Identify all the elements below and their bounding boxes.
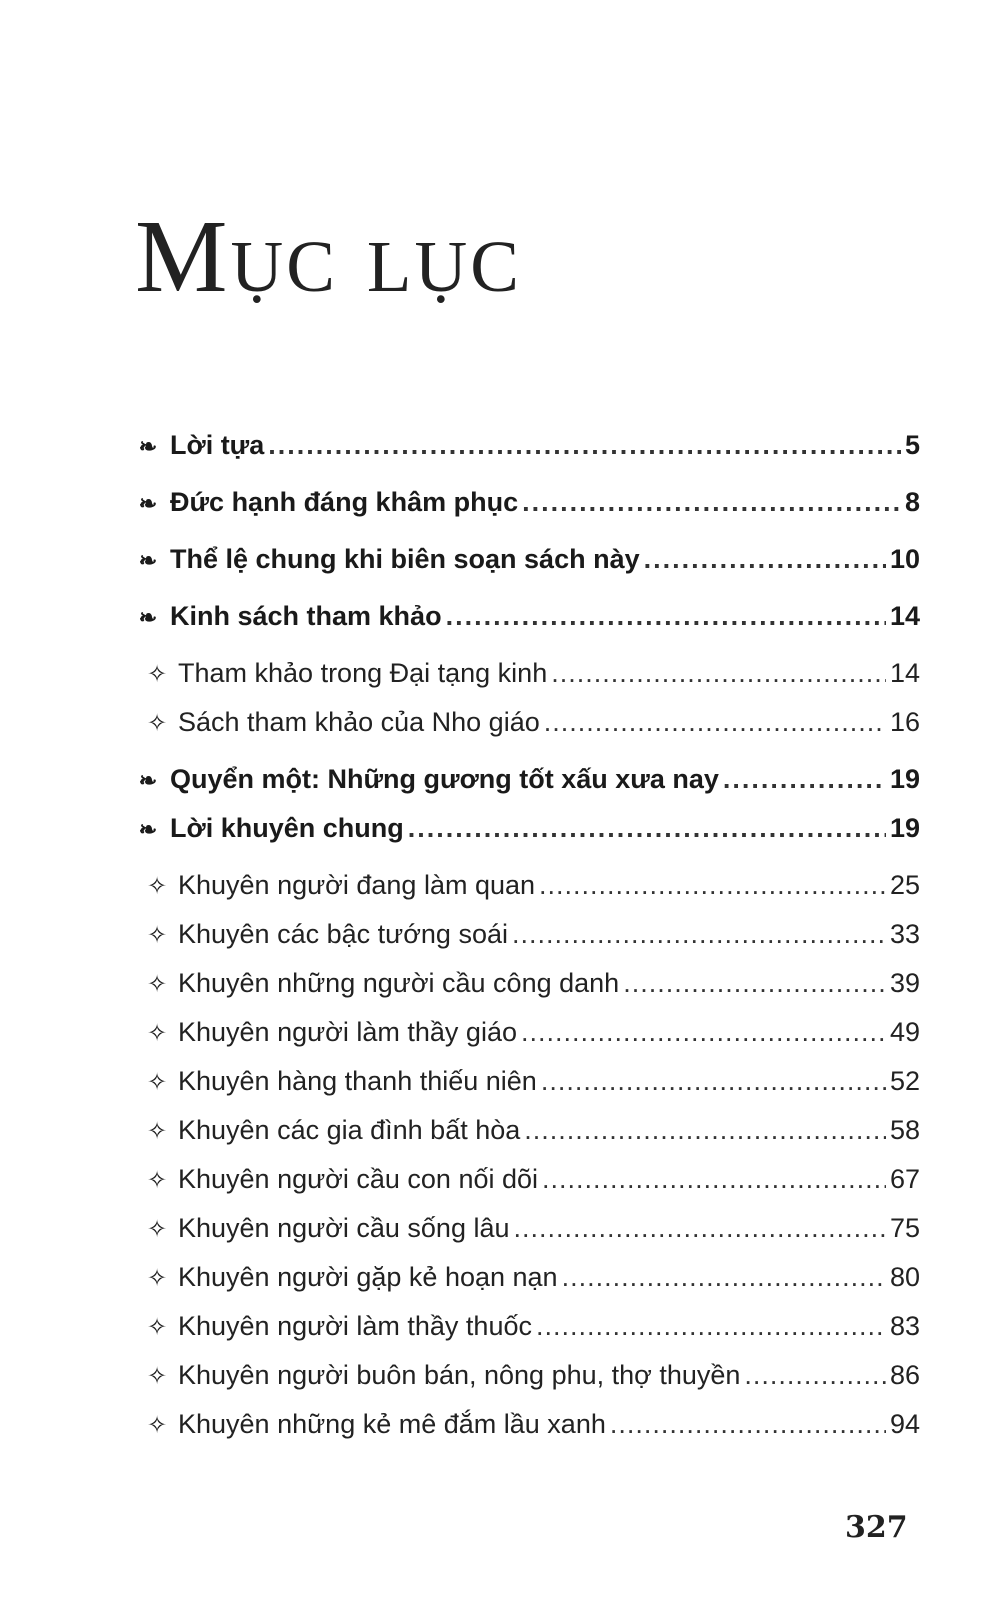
toc-entry <box>130 601 920 658</box>
toc-page-number: 8 <box>904 487 920 517</box>
toc-subentry <box>130 1360 920 1409</box>
toc-label: Khuyên các bậc tướng soái <box>178 919 508 949</box>
page-title: Mục lục <box>135 199 522 314</box>
dot-leader <box>446 601 886 632</box>
star-icon: ✧ <box>146 710 168 737</box>
toc-subentry <box>130 1017 920 1066</box>
toc-subentry <box>130 1311 920 1360</box>
toc-label: Khuyên người cầu sống lâu <box>178 1213 510 1243</box>
star-icon: ✧ <box>146 1118 168 1145</box>
toc-subentry <box>130 1213 920 1262</box>
dot-leader <box>514 1213 886 1244</box>
toc-page-number: 14 <box>889 601 920 631</box>
star-icon: ✧ <box>146 1412 168 1439</box>
star-icon: ✧ <box>146 1363 168 1390</box>
star-icon: ✧ <box>146 873 168 900</box>
toc-subentry <box>130 1066 920 1115</box>
dot-leader <box>544 707 886 738</box>
toc-label: Quyển một: Những gương tốt xấu xưa nay <box>170 764 719 794</box>
toc-label: Khuyên người cầu con nối dõi <box>178 1164 539 1194</box>
dot-leader <box>536 1311 886 1342</box>
dot-leader <box>610 1409 886 1440</box>
toc-subentry <box>130 1115 920 1164</box>
toc-label: Kinh sách tham khảo <box>170 601 442 631</box>
star-icon: ✧ <box>146 922 168 949</box>
dot-leader <box>744 1360 886 1391</box>
dot-leader <box>408 813 886 844</box>
toc-label: Khuyên những người cầu công danh <box>178 968 620 998</box>
toc-page-number: 16 <box>889 707 920 737</box>
star-icon: ✧ <box>146 1167 168 1194</box>
dot-leader <box>268 430 901 461</box>
toc-page-number: 52 <box>889 1066 920 1096</box>
star-icon: ✧ <box>146 1069 168 1096</box>
toc-entry <box>130 430 920 487</box>
dot-leader <box>723 764 886 795</box>
dot-leader <box>541 1066 886 1097</box>
toc-label: Lời khuyên chung <box>170 813 404 843</box>
toc-label: Khuyên người gặp kẻ hoạn nạn <box>178 1262 558 1292</box>
toc-page-number: 14 <box>889 658 920 688</box>
toc-label: Khuyên hàng thanh thiếu niên <box>178 1066 537 1096</box>
star-icon: ✧ <box>146 1020 168 1047</box>
toc-page-number: 86 <box>889 1360 920 1390</box>
star-icon: ✧ <box>146 661 168 688</box>
toc-subentry <box>130 968 920 1017</box>
dot-leader <box>539 870 886 901</box>
toc-page-number: 5 <box>904 430 920 460</box>
toc-page-number: 10 <box>889 544 920 574</box>
fleuron-icon: ❧ <box>138 605 158 630</box>
dot-leader <box>512 919 886 950</box>
star-icon: ✧ <box>146 1216 168 1243</box>
dot-leader <box>522 487 901 518</box>
toc-subentry <box>130 1164 920 1213</box>
fleuron-icon: ❧ <box>138 768 158 793</box>
toc-subentry <box>130 707 920 756</box>
toc-label: Tham khảo trong Đại tạng kinh <box>178 658 548 688</box>
toc-page-number: 83 <box>889 1311 920 1341</box>
toc-entry <box>130 813 920 870</box>
toc-label: Khuyên các gia đình bất hòa <box>178 1115 521 1145</box>
toc-label: Khuyên người buôn bán, nông phu, thợ thuyền <box>178 1360 741 1390</box>
dot-leader <box>644 544 886 575</box>
dot-leader <box>521 1017 886 1048</box>
toc-page-number: 25 <box>889 870 920 900</box>
toc-entry <box>130 544 920 601</box>
toc-label: Khuyên những kẻ mê đắm lầu xanh <box>178 1409 606 1439</box>
dot-leader <box>623 968 886 999</box>
toc-subentry <box>130 870 920 919</box>
toc-page-number: 19 <box>889 813 920 843</box>
toc-entry <box>130 487 920 544</box>
fleuron-icon: ❧ <box>138 491 158 516</box>
toc-subentry <box>130 919 920 968</box>
toc-label: Khuyên người làm thầy giáo <box>178 1017 517 1047</box>
toc-label: Khuyên người đang làm quan <box>178 870 536 900</box>
toc-page-number: 33 <box>889 919 920 949</box>
toc-subentry <box>130 658 920 707</box>
toc-subentry <box>130 1409 920 1458</box>
page-number: 327 <box>845 1510 908 1545</box>
star-icon: ✧ <box>146 971 168 998</box>
toc-label: Thể lệ chung khi biên soạn sách này <box>170 544 640 574</box>
dot-leader <box>562 1262 886 1293</box>
toc-page-number: 67 <box>889 1164 920 1194</box>
fleuron-icon: ❧ <box>138 548 158 573</box>
toc-page-number: 94 <box>889 1409 920 1439</box>
star-icon: ✧ <box>146 1314 168 1341</box>
dot-leader <box>551 658 886 689</box>
toc-page-number: 80 <box>889 1262 920 1292</box>
toc-label: Khuyên người làm thầy thuốc <box>178 1311 532 1341</box>
fleuron-icon: ❧ <box>138 817 158 842</box>
toc-label: Sách tham khảo của Nho giáo <box>178 707 540 737</box>
toc-page-number: 49 <box>889 1017 920 1047</box>
toc-page-number: 58 <box>889 1115 920 1145</box>
fleuron-icon: ❧ <box>138 434 158 459</box>
star-icon: ✧ <box>146 1265 168 1292</box>
toc-page-number: 19 <box>889 764 920 794</box>
toc-entry <box>130 756 920 813</box>
toc-label: Lời tựa <box>170 430 265 460</box>
table-of-contents <box>130 430 920 1458</box>
toc-subentry <box>130 1262 920 1311</box>
dot-leader <box>524 1115 886 1146</box>
toc-label: Đức hạnh đáng khâm phục <box>170 487 519 517</box>
toc-page-number: 75 <box>889 1213 920 1243</box>
toc-page-number: 39 <box>889 968 920 998</box>
dot-leader <box>542 1164 886 1195</box>
